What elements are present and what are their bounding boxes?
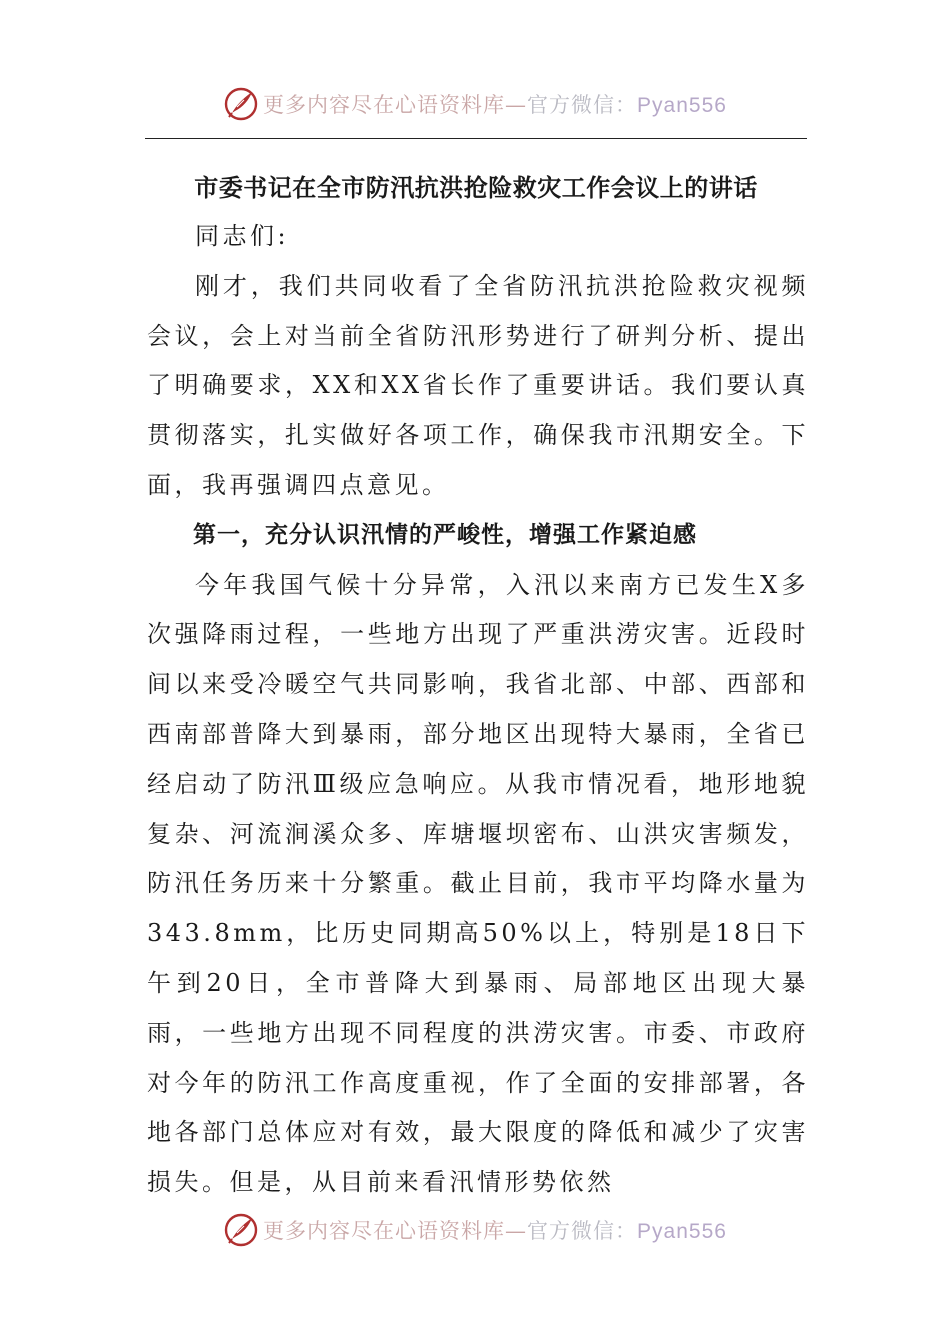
watermark-wechat-id: Pyan556	[637, 94, 727, 117]
watermark-separator: —	[505, 93, 528, 117]
watermark-wechat-label: 官方微信：	[527, 93, 638, 117]
watermark-site-text: 更多内容尽在心语资料库	[263, 93, 506, 117]
salutation: 同志们:	[195, 222, 290, 250]
section-heading: 第一，充分认识汛情的严峻性，增强工作紧迫感	[193, 521, 697, 548]
document-title: 市委书记在全市防汛抗洪抢险救灾工作会议上的讲话	[194, 173, 758, 202]
quill-logo-icon	[223, 86, 259, 122]
watermark-site-text: 更多内容尽在心语资料库	[263, 1219, 506, 1243]
watermark-text	[263, 1215, 727, 1245]
paragraph-situation: 今年我国气候十分异常，入汛以来南方已发生X多次强降雨过程，一些地方出现了严重洪涝灾害。近段时间以来受冷暖空气共同影响，我省北部、中部、西部和西南部普降大到暴雨，部分地区出现特大暴雨，全省已经启动了防汛Ⅲ级应急响应。从我市情况看，地形地貌复杂、河流涧溪众多、库塘堰坝密布、山洪灾害频发，防汛任务历来十分繁重。截止目前，我市平均降水量为343.8mm，比历史同期高50%以上，特别是18日下午到20日，全市普降大到暴雨、局部地区出现大暴雨，一些地方出现不同程度的洪涝灾害。市委、市政府对今年的防汛工作高度重视，作了全面的安排部署，各地各部门总体应对有效，最大限度的降低和减少了灾害损失。但是，从目前来看汛情形势依然	[147, 570, 809, 1197]
document-body	[147, 212, 809, 1208]
header-divider	[145, 138, 807, 139]
watermark-text	[263, 89, 727, 119]
header-watermark	[0, 84, 950, 124]
watermark-wechat-label: 官方微信：	[527, 1219, 638, 1243]
paragraph-opening: 刚才，我们共同收看了全省防汛抗洪抢险救灾视频会议，会上对当前全省防汛形势进行了研判分析、提出了明确要求，XX和XX省长作了重要讲话。我们要认真贯彻落实，扎实做好各项工作，确保我市汛期安全。下面，我再强调四点意见。	[147, 271, 809, 499]
quill-logo-icon	[223, 1212, 259, 1248]
watermark-separator: —	[505, 1219, 528, 1243]
footer-watermark	[0, 1210, 950, 1250]
watermark-wechat-id: Pyan556	[637, 1220, 727, 1243]
